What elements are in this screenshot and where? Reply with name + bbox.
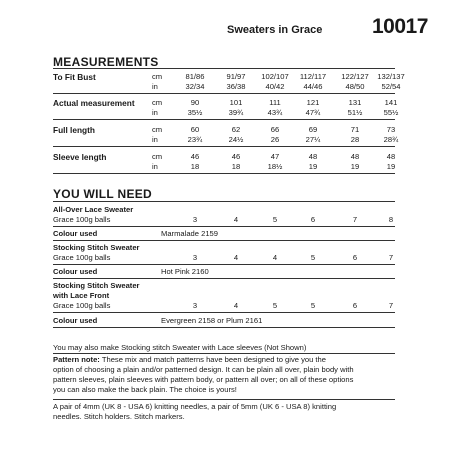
measurement-value: 39¾ [228, 108, 244, 117]
ball-count: 6 [352, 301, 358, 310]
colour-used-label: Colour used [53, 267, 98, 276]
measurement-value: 141 [384, 98, 398, 107]
ball-count: 7 [388, 301, 394, 310]
divider [53, 173, 395, 174]
measurement-value: 32/34 [185, 82, 205, 91]
measurement-value: 73 [386, 125, 396, 134]
ball-count: 3 [192, 215, 198, 224]
measurement-label: Actual measurement [53, 98, 135, 108]
divider [53, 201, 395, 202]
measurement-value: 18½ [267, 162, 283, 171]
measurement-value: 121 [306, 98, 320, 107]
measurement-value: 19 [350, 162, 360, 171]
colour-value: Marmalade 2159 [161, 229, 218, 238]
divider [53, 93, 395, 94]
measurement-value: 102/107 [261, 72, 289, 81]
unit-label: cm [152, 152, 163, 161]
ball-count: 7 [388, 253, 394, 262]
measurement-value: 112/117 [299, 72, 327, 81]
measurement-value: 18 [231, 162, 241, 171]
measurement-value: 60 [190, 125, 200, 134]
ball-count: 5 [272, 301, 278, 310]
measurement-value: 48 [350, 152, 360, 161]
ball-count: 5 [310, 253, 316, 262]
measurements-heading: MEASUREMENTS [53, 55, 159, 69]
measurement-value: 90 [190, 98, 200, 107]
unit-label: in [152, 82, 158, 91]
ball-count: 4 [272, 253, 278, 262]
ball-count: 7 [352, 215, 358, 224]
needles-info [53, 402, 398, 422]
unit-label: in [152, 162, 158, 171]
yarn-label: Grace 100g balls [53, 215, 111, 224]
needles-line: A pair of 4mm (UK 8 - USA 6) knitting needles, a pair of 5mm (UK 6 - USA 8) knitting [53, 402, 337, 411]
pattern-note-line: option of choosing a plain and/or patterned design. It can be plain all over, plain body with [53, 365, 354, 374]
divider [53, 240, 395, 241]
measurement-value: 26 [270, 135, 280, 144]
ball-count: 6 [352, 253, 358, 262]
measurement-value: 48 [308, 152, 318, 161]
measurement-value: 51½ [347, 108, 363, 117]
pattern-note-line: These mix and match patterns have been designed to give you the [101, 355, 326, 364]
measurement-value: 28¾ [383, 135, 399, 144]
sweater-name: All-Over Lace Sweater [53, 205, 134, 214]
measurement-value: 47 [270, 152, 280, 161]
measurement-value: 69 [308, 125, 318, 134]
divider [53, 312, 395, 313]
pattern-note [53, 355, 398, 395]
measurement-value: 122/127 [341, 72, 369, 81]
measurement-value: 28 [350, 135, 360, 144]
ball-count: 4 [233, 215, 239, 224]
unit-label: cm [152, 125, 163, 134]
measurement-value: 66 [270, 125, 280, 134]
measurement-value: 91/97 [226, 72, 246, 81]
colour-used-label: Colour used [53, 316, 98, 325]
pattern-note-label: Pattern note: [53, 355, 100, 364]
unit-label: cm [152, 98, 163, 107]
measurement-value: 48 [386, 152, 396, 161]
divider [53, 353, 395, 354]
pattern-note-line: you can also make the back plain. The choice is yours! [53, 385, 237, 394]
measurement-value: 81/86 [185, 72, 205, 81]
measurement-value: 111 [269, 98, 281, 107]
ball-count: 3 [192, 253, 198, 262]
divider [53, 226, 395, 227]
measurement-value: 101 [229, 98, 243, 107]
unit-label: cm [152, 72, 163, 81]
ball-count: 8 [388, 215, 394, 224]
also-note: You may also make Stocking stitch Sweater with Lace sleeves (Not Shown) [53, 343, 307, 352]
ball-count: 6 [310, 215, 316, 224]
ball-count: 4 [233, 253, 239, 262]
measurement-value: 23¾ [187, 135, 203, 144]
yarn-label: Grace 100g balls [53, 301, 111, 310]
needles-line: needles. Stitch holders. Stitch markers. [53, 412, 185, 421]
ball-count: 5 [272, 215, 278, 224]
ball-count: 5 [310, 301, 316, 310]
measurement-value: 43¾ [267, 108, 283, 117]
colour-value: Evergreen 2158 or Plum 2161 [161, 316, 263, 325]
ball-count: 3 [192, 301, 198, 310]
unit-label: in [152, 108, 158, 117]
measurement-value: 48/50 [345, 82, 365, 91]
sweater-name: Stocking Stitch Sweater [53, 243, 140, 252]
divider [53, 119, 395, 120]
divider [53, 68, 395, 69]
measurement-value: 131 [348, 98, 362, 107]
unit-label: in [152, 135, 158, 144]
measurement-value: 132/137 [377, 72, 405, 81]
ball-count: 4 [233, 301, 239, 310]
measurement-label: To Fit Bust [53, 72, 96, 82]
measurement-value: 44/46 [303, 82, 323, 91]
measurement-value: 46 [231, 152, 241, 161]
measurement-label: Full length [53, 125, 95, 135]
yarn-label: Grace 100g balls [53, 253, 111, 262]
measurement-value: 46 [190, 152, 200, 161]
pattern-number: 10017 [372, 15, 428, 38]
colour-value: Hot Pink 2160 [161, 267, 209, 276]
measurement-value: 19 [386, 162, 396, 171]
you-will-need-heading: YOU WILL NEED [53, 187, 153, 201]
measurement-value: 47¾ [305, 108, 321, 117]
divider [53, 264, 395, 265]
measurement-value: 55½ [383, 108, 399, 117]
measurement-value: 18 [190, 162, 200, 171]
measurement-value: 35½ [187, 108, 203, 117]
measurement-label: Sleeve length [53, 152, 107, 162]
sweater-name: with Lace Front [53, 291, 110, 300]
pattern-title: Sweaters in Grace [227, 24, 323, 36]
measurement-value: 71 [350, 125, 360, 134]
measurement-value: 24½ [228, 135, 244, 144]
measurement-value: 36/38 [226, 82, 246, 91]
measurement-value: 19 [308, 162, 318, 171]
measurement-value: 27¼ [305, 135, 321, 144]
pattern-note-line: pattern sleeves, plain sleeves with pattern body, or pattern all over; on all of these options [53, 375, 354, 384]
measurement-value: 62 [231, 125, 241, 134]
divider [53, 327, 395, 328]
divider [53, 399, 395, 400]
divider [53, 278, 395, 279]
sweater-name: Stocking Stitch Sweater [53, 281, 140, 290]
colour-used-label: Colour used [53, 229, 98, 238]
measurement-value: 52/54 [381, 82, 401, 91]
measurement-value: 40/42 [265, 82, 285, 91]
divider [53, 146, 395, 147]
